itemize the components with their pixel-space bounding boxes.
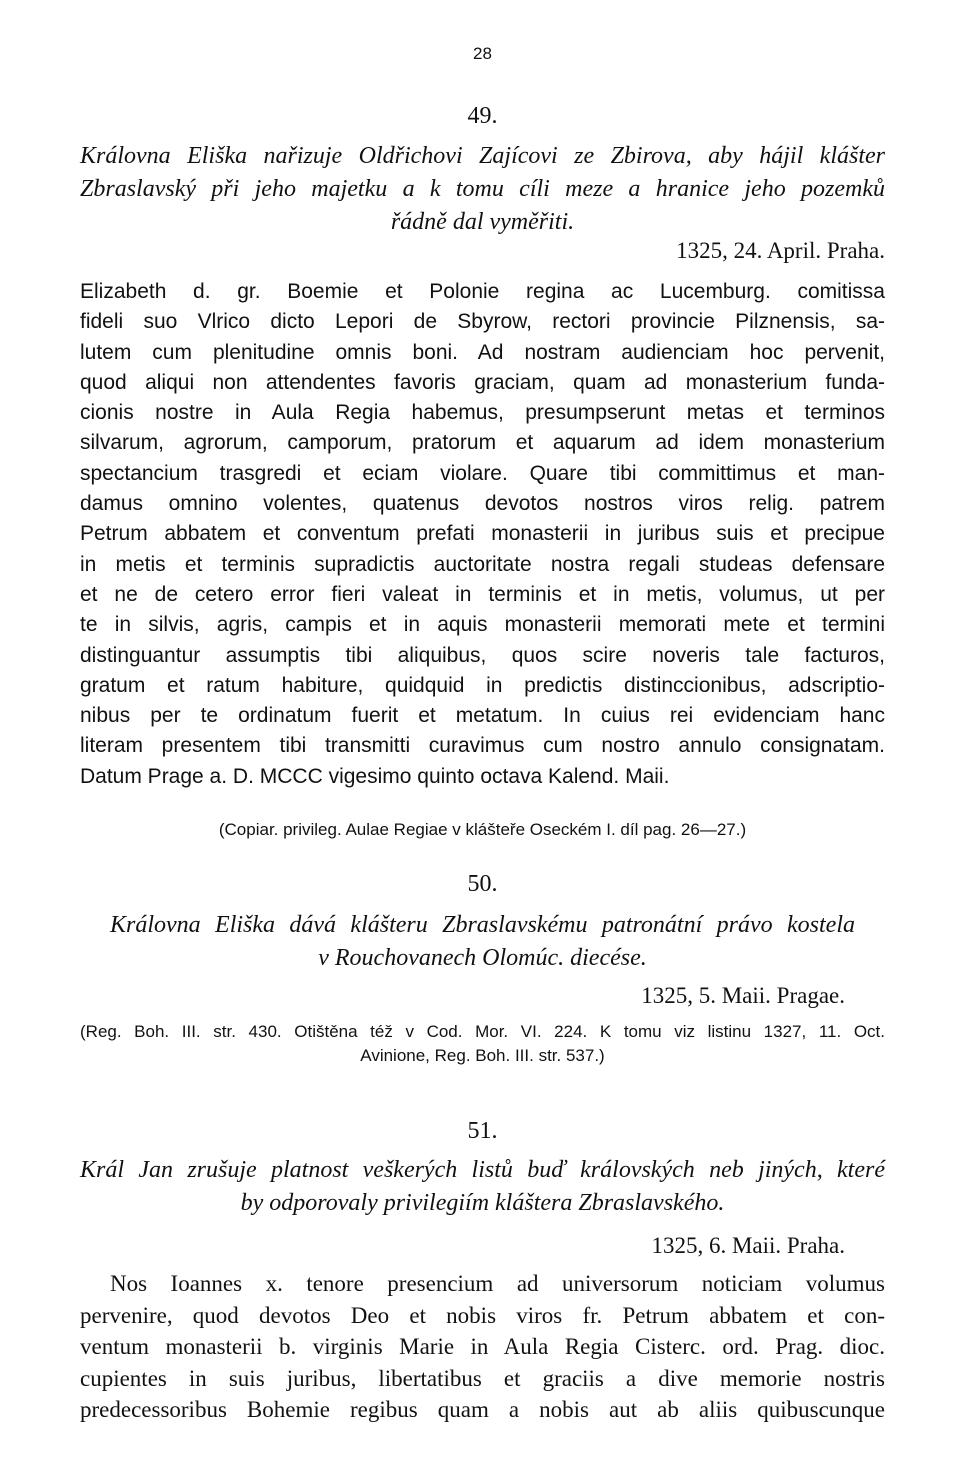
regest-line: Zbraslavský při jeho majetku a k tomu cíli meze a hranice jeho pozemků [80, 176, 885, 202]
regest-line: řádně dal vyměřiti. [390, 209, 575, 235]
document-49-text [80, 277, 885, 792]
text-line: Nos Ioannes x. tenore presencium ad universorum noticiam volumus [110, 1271, 885, 1296]
document-50-regest [80, 909, 885, 975]
text-line: fideli suo Vlrico dicto Lepori de Sbyrow, rectori provincie Pilznensis, sa- [80, 310, 885, 334]
text-line: Petrum abbatem et conventum prefati monasterii in juribus suis et precipue [80, 522, 885, 546]
regest-line: Královna Eliška nařizuje Oldřichovi Zajícovi ze Zbirova, aby hájil klášter [80, 143, 885, 169]
document-50-dateline: 1325, 5. Maii. Pragae. [641, 983, 845, 1008]
regest-line: Královna Eliška dává klášteru Zbraslavskému patronátní právo kostela [110, 912, 855, 938]
document-50-number: 50. [467, 871, 498, 897]
text-line: lutem cum plenitudine omnis boni. Ad nostram audienciam hoc pervenit, [80, 340, 885, 364]
text-line: silvarum, agrorum, camporum, pratorum et aquarum ad idem monasterium [80, 431, 885, 455]
text-line: cionis nostre in Aula Regia habemus, presumpserunt metas et terminos [80, 401, 885, 425]
source-line: (Reg. Boh. III. str. 430. Otištěna též v Cod. Mor. VI. 224. K tomu viz listinu 1327, 11. Oct. [80, 1022, 885, 1041]
text-line: nibus per te ordinatum fuerit et metatum. In cuius rei evidenciam hanc [80, 704, 885, 728]
document-49-dateline: 1325, 24. April. Praha. [676, 238, 885, 263]
document-page [80, 0, 885, 1463]
text-line: ventum monasterii b. virginis Marie in Aula Regia Cisterc. ord. Prag. dioc. [80, 1334, 885, 1359]
text-line: cupientes in suis juribus, libertatibus et graciis a dive memorie nostris [80, 1365, 885, 1391]
regest-line: Král Jan zrušuje platnost veškerých listů buď královských neb jiných, které [80, 1157, 885, 1183]
text-line: damus omnino volentes, quatenus devotos nostros viros relig. patrem [80, 492, 885, 516]
regest-line: by odporovaly privilegiím kláštera Zbraslavského. [240, 1190, 725, 1216]
document-49-regest [80, 140, 885, 239]
text-line: quod aliqui non attendentes favoris graciam, quam ad monasterium funda- [80, 370, 885, 394]
text-line: pervenire, quod devotos Deo et nobis viros fr. Petrum abbatem et con- [80, 1302, 885, 1328]
text-line: te in silvis, agris, campis et in aquis monasterii memorati mete et termini [80, 613, 885, 637]
source-line: Avinione, Reg. Boh. III. str. 537.) [360, 1046, 605, 1065]
text-line: distinguantur assumptis tibi aliquibus, quos scire noveris tale facturos, [80, 643, 885, 667]
text-line: Elizabeth d. gr. Boemie et Polonie regina ac Lucemburg. comitissa [80, 280, 885, 303]
regest-line: v Rouchovanech Olomúc. diecése. [318, 945, 647, 971]
text-line: gratum et ratum habiture, quidquid in predictis distinccionibus, adscriptio- [80, 673, 885, 697]
text-line: predecessoribus Bohemie regibus quam a nobis aut ab aliis quibuscunque [80, 1397, 885, 1422]
text-line: literam presentem tibi transmitti curavimus cum nostro annulo consignatam. [80, 734, 885, 758]
document-51-number: 51. [467, 1118, 498, 1144]
text-line: et ne de cetero error fieri valeat in terminis et in metis, volumus, ut per [80, 582, 885, 606]
text-line: spectancium trasgredi et eciam violare. Quare tibi committimus et man- [80, 461, 885, 485]
text-line: in metis et terminis supradictis auctoritate nostra regali studeas defensare [80, 552, 885, 576]
document-49-source: (Copiar. privileg. Aulae Regiae v klášteře Oseckém I. díl pag. 26—27.) [218, 820, 747, 839]
document-51-text [80, 1268, 885, 1426]
document-51-dateline: 1325, 6. Maii. Praha. [651, 1233, 845, 1258]
document-51-regest [80, 1154, 885, 1220]
text-line: Datum Prage a. D. MCCC vigesimo quinto octava Kalend. Maii. [80, 764, 670, 788]
document-50-source [80, 1020, 885, 1068]
page-number: 28 [473, 44, 492, 63]
document-49-number: 49. [467, 103, 498, 129]
